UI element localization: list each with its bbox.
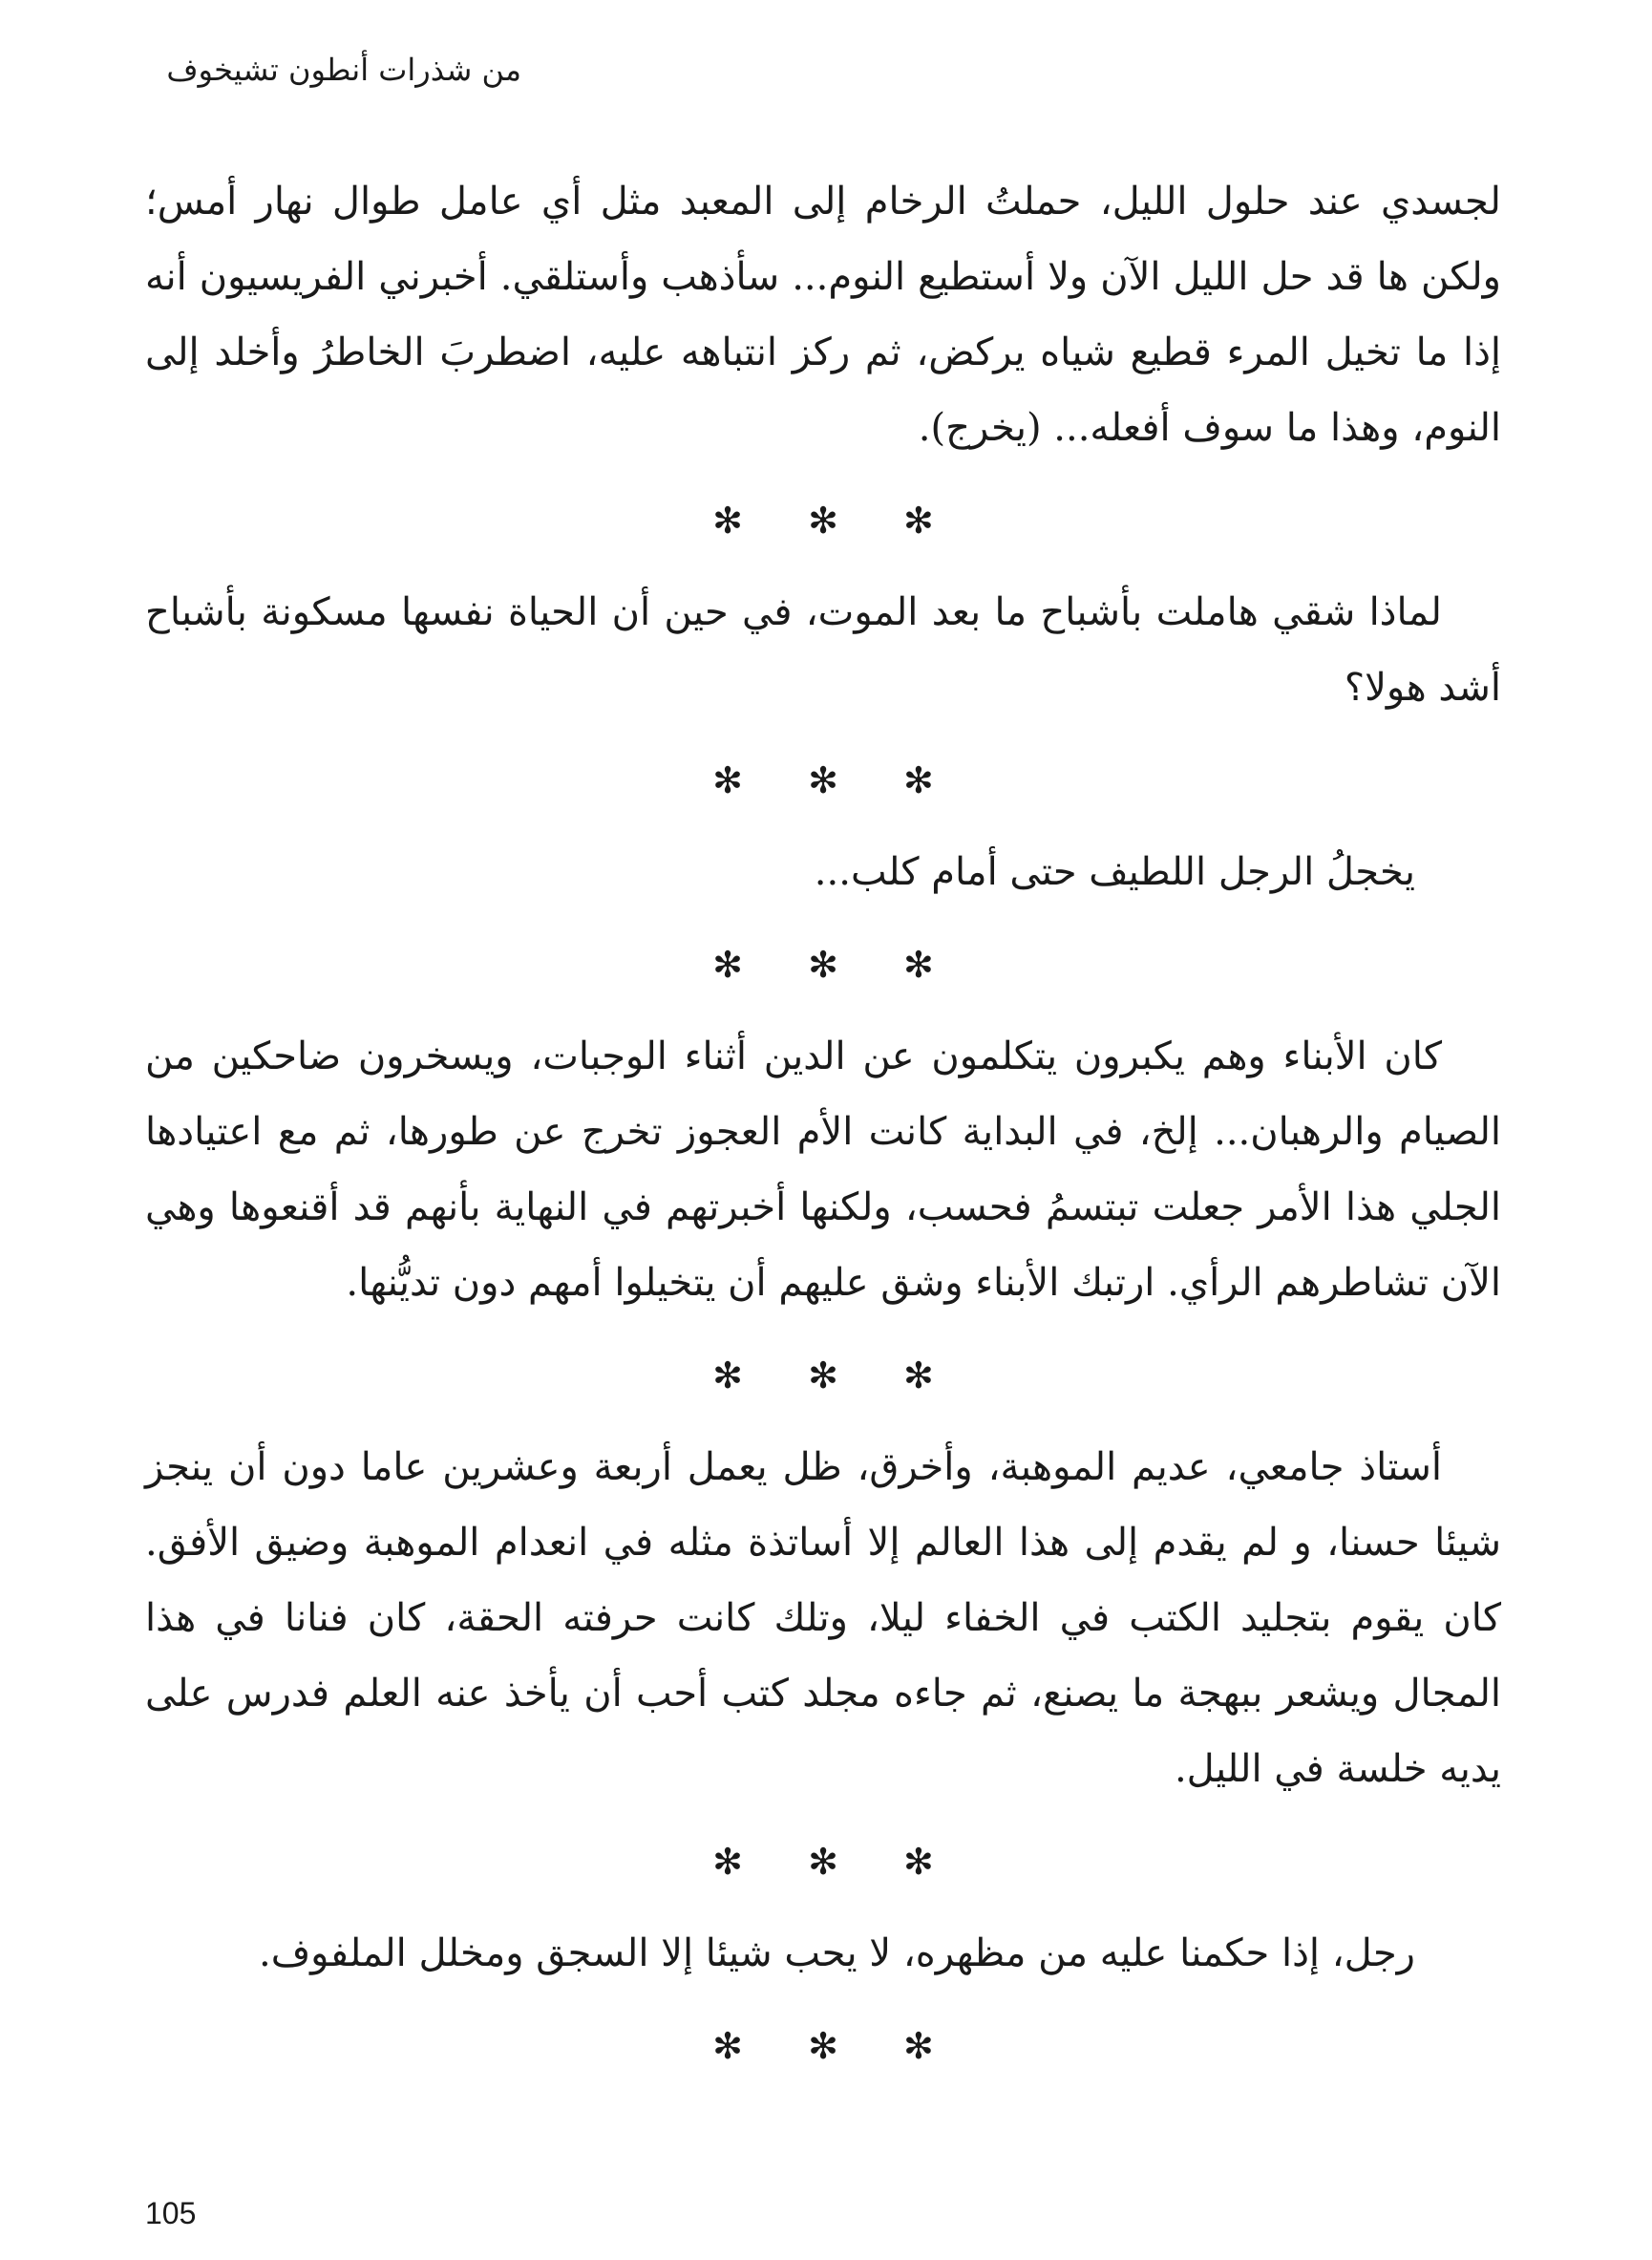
paragraph-2: لماذا شقي هاملت بأشباح ما بعد الموت، في حين أن الحياة نفسها مسكونة بأشباح أشد هولا؟ xyxy=(145,590,1501,710)
section-separator: ✻ ✻ ✻ xyxy=(712,1841,961,1883)
paragraph-3: يخجلُ الرجل اللطيف حتى أمام كلب... xyxy=(814,850,1415,894)
paragraph-6: رجل، إذا حكمنا عليه من مظهره، لا يحب شيئا إلا السجق ومخلل الملفوف. xyxy=(259,1931,1415,1975)
paragraph-5: أستاذ جامعي، عديم الموهبة، وأخرق، ظل يعمل أربعة وعشرين عاما دون أن ينجز شيئا حسنا، و لم يقدم إلى هذا العالم إلا أساتذة مثله في انعدام الموهبة وضيق الأفق. كان يقوم بتجليد الكتب في الخفاء ليلا، وتلك كانت حرفته الحقة، كان فنانا في هذا المجال ويشعر ببهجة ما يصنع، ثم جاءه مجلد كتب أحب أن يأخذ عنه العلم فدرس على يديه خلسة في الليل. xyxy=(145,1445,1501,1791)
section-separator: ✻ ✻ ✻ xyxy=(712,2025,961,2067)
body-text xyxy=(145,164,1501,2100)
section-separator: ✻ ✻ ✻ xyxy=(712,759,961,801)
section-separator: ✻ ✻ ✻ xyxy=(712,500,961,542)
section-separator: ✻ ✻ ✻ xyxy=(712,1354,961,1397)
running-head: من شذرات أنطون تشيخوف xyxy=(166,52,521,88)
page-number: 105 xyxy=(145,2196,197,2230)
paragraph-1: لجسدي عند حلول الليل، حملتُ الرخام إلى المعبد مثل أي عامل طوال نهار أمس؛ ولكن ها قد حل الليل الآن ولا أستطيع النوم... سأذهب وأستلقي. أخبرني الفريسيون أنه إذا ما تخيل المرء قطيع شياه يركض، ثم ركز انتباهه عليه، اضطربَ الخاطرُ وأخلد إلى النوم، وهذا ما سوف أفعله... (يخرج). xyxy=(145,180,1502,450)
section-separator: ✻ ✻ ✻ xyxy=(712,944,961,986)
paragraph-4: كان الأبناء وهم يكبرون يتكلمون عن الدين أثناء الوجبات، ويسخرون ضاحكين من الصيام والرهبان... إلخ، في البداية كانت الأم العجوز تخرج عن طورها، ثم مع اعتيادها الجلي هذا الأمر جعلت تبتسمُ فحسب، ولكنها أخبرتهم في النهاية بأنهم قد أقنعوها وهي الآن تشاطرهم الرأي. ارتبك الأبناء وشق عليهم أن يتخيلوا أمهم دون تديُّنها. xyxy=(145,1034,1501,1305)
